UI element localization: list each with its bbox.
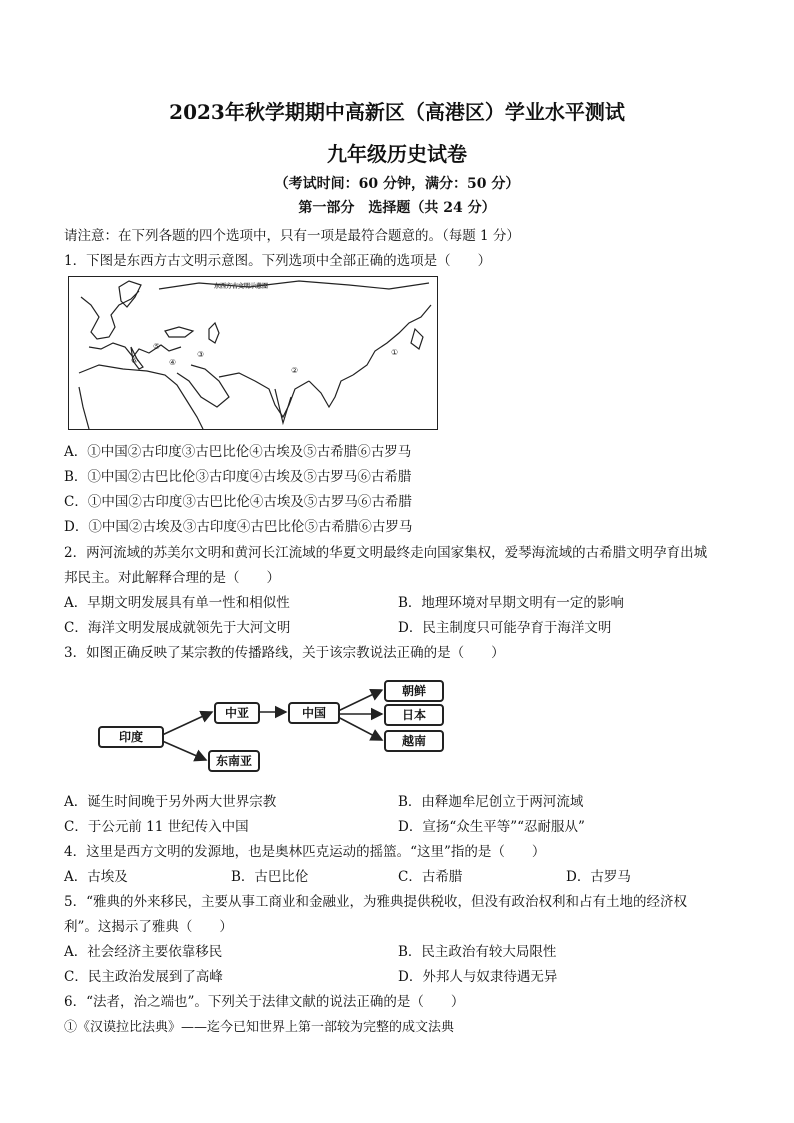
exam-title: 2023年秋学期期中高新区（高港区）学业水平测试 xyxy=(169,100,625,124)
marker-1: ① xyxy=(391,348,399,357)
marker-4: ④ xyxy=(169,358,177,367)
map-outline xyxy=(69,277,437,429)
religion-spread-diagram xyxy=(92,668,492,778)
q5-stem-line2: 利”。这揭示了雅典（ ） xyxy=(64,919,233,935)
q5-option-c: C．民主政治发展到了高峰 xyxy=(64,969,223,985)
exam-subtitle: 九年级历史试卷 xyxy=(327,142,467,166)
instructions: 请注意：在下列各题的四个选项中，只有一项是最符合题意的。（每题 1 分） xyxy=(64,228,520,244)
node-central-asia: 中亚 xyxy=(214,702,260,724)
q2-stem-line1: 2．两河流域的苏美尔文明和黄河长江流域的华夏文明最终走向国家集权，爱琴海流域的古希腊文明孕育出城 xyxy=(64,545,708,561)
q5-option-b: B．民主政治有较大局限性 xyxy=(398,944,557,960)
q1-stem: 1．下图是东西方古文明示意图。下列选项中全部正确的选项是（ ） xyxy=(64,253,492,269)
q1-option-a: A．①中国②古印度③古巴比伦④古埃及⑤古希腊⑥古罗马 xyxy=(64,444,412,460)
q5-stem-line1: 5．“雅典的外来移民，主要从事工商业和金融业，为雅典提供税收，但没有政治权利和占有土地的经济权 xyxy=(64,894,687,910)
q2-stem-line2: 邦民主。对此解释合理的是（ ） xyxy=(64,570,280,586)
marker-3: ③ xyxy=(197,350,205,359)
q3-option-d: D．宣扬“众生平等”“忍耐服从” xyxy=(398,819,585,835)
marker-2: ② xyxy=(291,366,299,375)
q1-option-d: D．①中国②古埃及③古印度④古巴比伦⑤古希腊⑥古罗马 xyxy=(64,519,413,535)
exam-info: （考试时间：60 分钟，满分：50 分） xyxy=(274,176,520,192)
q3-option-c: C．于公元前 11 世纪传入中国 xyxy=(64,819,249,835)
world-map xyxy=(68,276,438,430)
node-vietnam: 越南 xyxy=(384,730,444,752)
q4-option-c: C．古希腊 xyxy=(398,869,463,885)
q2-option-b: B．地理环境对早期文明有一定的影响 xyxy=(398,595,624,611)
node-japan: 日本 xyxy=(384,704,444,726)
map-title: 东西方古文明示意图 xyxy=(214,283,269,290)
q4-option-b: B．古巴比伦 xyxy=(231,869,309,885)
q3-option-a: A．诞生时间晚于另外两大世界宗教 xyxy=(64,794,277,810)
q5-option-a: A．社会经济主要依靠移民 xyxy=(64,944,223,960)
q2-option-a: A．早期文明发展具有单一性和相似性 xyxy=(64,595,290,611)
node-korea: 朝鲜 xyxy=(384,680,444,702)
q1-option-b: B．①中国②古巴比伦③古印度④古埃及⑤古罗马⑥古希腊 xyxy=(64,469,412,485)
q2-option-c: C．海洋文明发展成就领先于大河文明 xyxy=(64,620,291,636)
q1-option-c: C．①中国②古印度③古巴比伦④古埃及⑤古罗马⑥古希腊 xyxy=(64,494,412,510)
q4-option-a: A．古埃及 xyxy=(64,869,128,885)
q4-stem: 4．这里是西方文明的发源地，也是奥林匹克运动的摇篮。“这里”指的是（ ） xyxy=(64,844,546,860)
q5-option-d: D．外邦人与奴隶待遇无异 xyxy=(398,969,558,985)
marker-6: ⑥ xyxy=(131,356,139,365)
node-china: 中国 xyxy=(288,702,340,724)
q6-stem: 6．“法者，治之端也”。下列关于法律文献的说法正确的是（ ） xyxy=(64,994,465,1010)
marker-5: ⑤ xyxy=(153,342,161,351)
node-southeast-asia: 东南亚 xyxy=(208,750,260,772)
section-heading: 第一部分 选择题（共 24 分） xyxy=(298,200,496,216)
q4-option-d: D．古罗马 xyxy=(566,869,631,885)
q3-stem: 3．如图正确反映了某宗教的传播路线，关于该宗教说法正确的是（ ） xyxy=(64,645,505,661)
q2-option-d: D．民主制度只可能孕育于海洋文明 xyxy=(398,620,612,636)
q3-option-b: B．由释迦牟尼创立于两河流域 xyxy=(398,794,584,810)
node-india: 印度 xyxy=(98,726,164,748)
q6-item-1: ①《汉谟拉比法典》——迄今已知世界上第一部较为完整的成文法典 xyxy=(64,1020,455,1035)
